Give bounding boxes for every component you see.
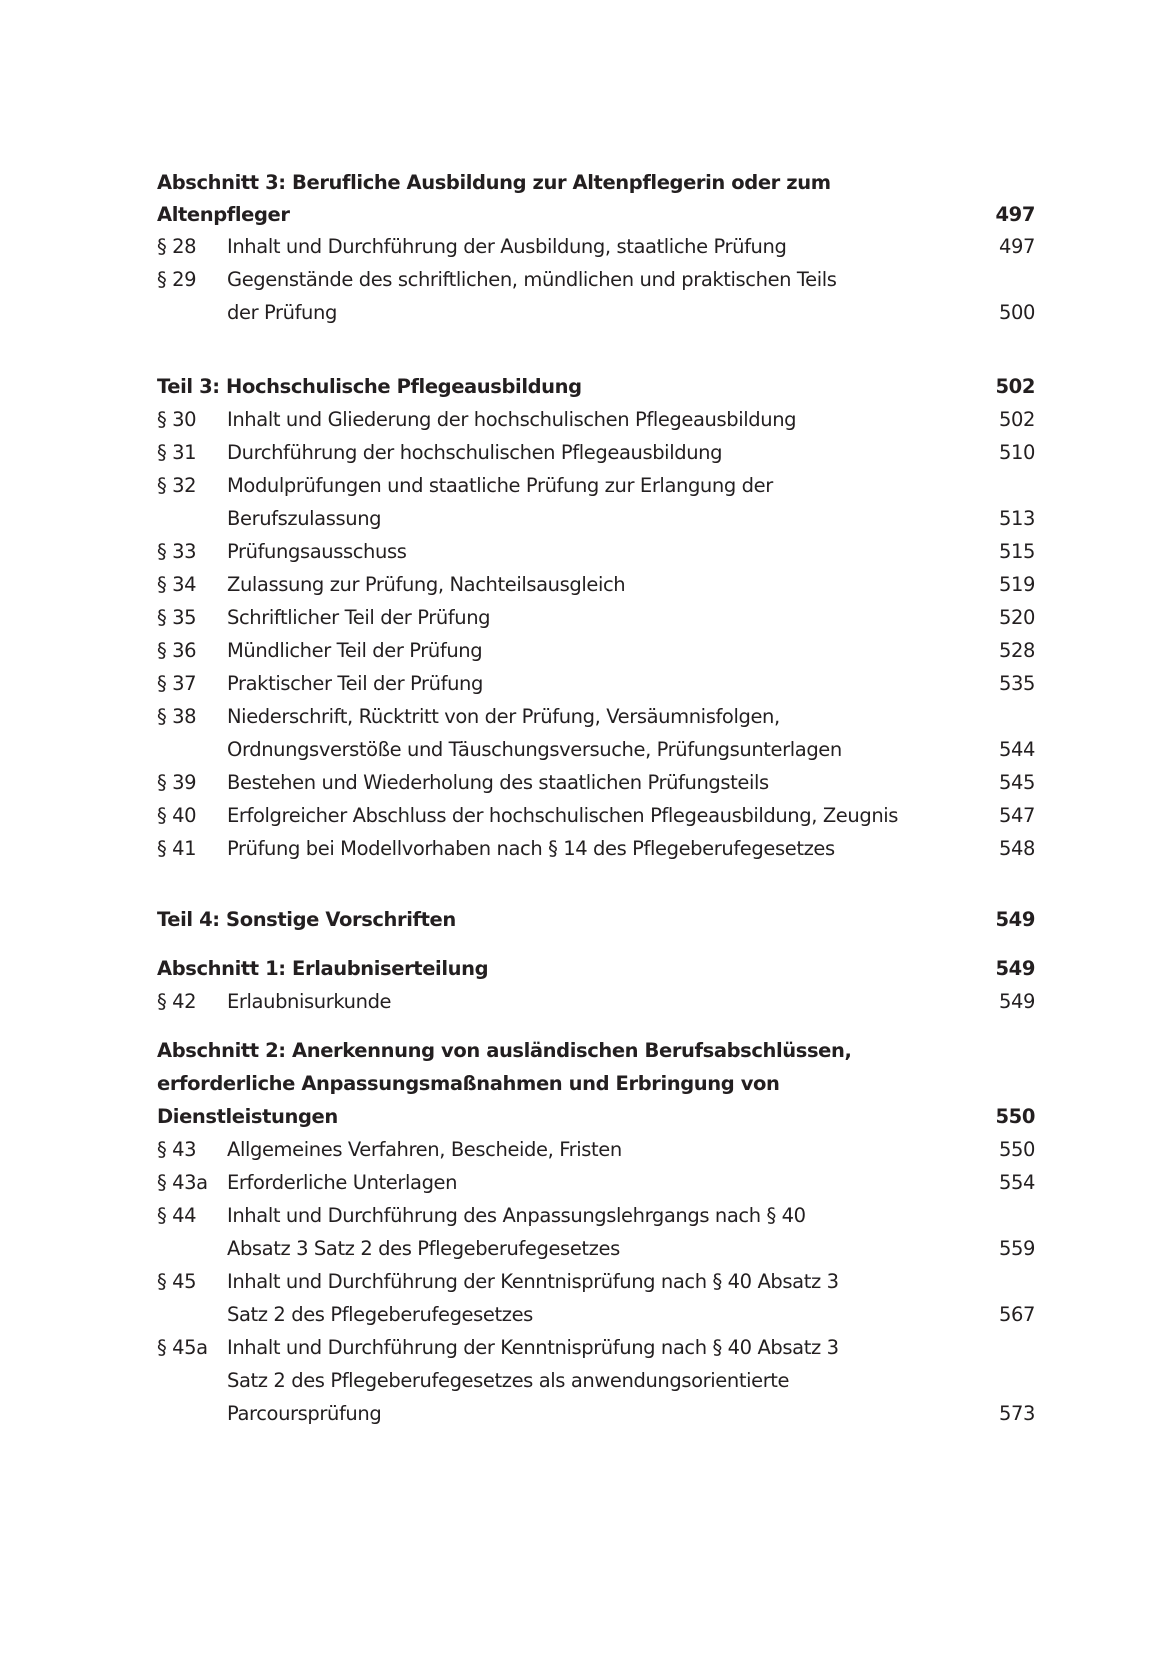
page-number: 520 — [998, 606, 1035, 629]
toc-entry — [157, 230, 1035, 263]
page-number: 519 — [998, 573, 1035, 596]
toc-entry — [157, 469, 1035, 502]
section-number: § 38 — [157, 705, 197, 728]
page-number: 513 — [998, 507, 1035, 530]
toc-title: Abschnitt 1: Erlaubniserteilung — [157, 957, 489, 980]
toc-title: Satz 2 des Pflegeberufegesetzes als anwendungsorientierte — [227, 1369, 790, 1392]
toc-entry — [157, 700, 1035, 733]
toc-entry — [157, 1133, 1035, 1166]
toc-title: Dienstleistungen — [157, 1105, 338, 1128]
toc-entry — [157, 568, 1035, 601]
toc-title: Ordnungsverstöße und Täuschungsversuche, Prüfungsunterlagen — [227, 738, 842, 761]
page-number: 548 — [998, 837, 1035, 860]
toc-heading — [157, 903, 1035, 936]
toc-entry — [157, 733, 1035, 766]
toc-entry — [157, 1166, 1035, 1199]
section-number: § 34 — [157, 573, 197, 596]
page-number: 573 — [998, 1402, 1035, 1425]
toc-title: Satz 2 des Pflegeberufegesetzes — [227, 1303, 533, 1326]
toc-title: Inhalt und Gliederung der hochschulischen Pflegeausbildung — [227, 408, 797, 431]
toc-title: Erforderliche Unterlagen — [227, 1171, 458, 1194]
page-number: 510 — [998, 441, 1035, 464]
toc-title: Allgemeines Verfahren, Bescheide, Fristen — [227, 1138, 622, 1161]
toc-entry — [157, 766, 1035, 799]
toc-heading — [157, 952, 1035, 985]
toc-entry — [157, 1364, 1035, 1397]
page-number: 502 — [998, 408, 1035, 431]
toc-entry — [157, 1298, 1035, 1331]
section-number: § 37 — [157, 672, 197, 695]
section-number: § 32 — [157, 474, 197, 497]
toc-entry — [157, 436, 1035, 469]
toc-title: Praktischer Teil der Prüfung — [227, 672, 483, 695]
page-number: 545 — [998, 771, 1035, 794]
section-number: § 43a — [157, 1171, 208, 1194]
toc-title: Zulassung zur Prüfung, Nachteilsausgleich — [227, 573, 626, 596]
toc-entry — [157, 667, 1035, 700]
toc-title: Erfolgreicher Abschluss der hochschulischen Pflegeausbildung, Zeugnis — [227, 804, 899, 827]
toc-entry — [157, 799, 1035, 832]
toc-entry — [157, 634, 1035, 667]
toc-title: Erlaubnisurkunde — [227, 990, 392, 1013]
page-number: 550 — [995, 1105, 1035, 1128]
toc-title: Altenpfleger — [157, 203, 290, 226]
toc-title: Niederschrift, Rücktritt von der Prüfung, Versäumnisfolgen, — [227, 705, 780, 728]
toc-title: Modulprüfungen und staatliche Prüfung zur Erlangung der — [227, 474, 773, 497]
toc-entry — [157, 296, 1035, 329]
toc-title: Schriftlicher Teil der Prüfung — [227, 606, 491, 629]
toc-entry — [157, 535, 1035, 568]
toc-title: Abschnitt 3: Berufliche Ausbildung zur Altenpflegerin oder zum — [157, 171, 831, 194]
toc-entry — [157, 985, 1035, 1018]
toc-title: Inhalt und Durchführung des Anpassungslehrgangs nach § 40 — [227, 1204, 806, 1227]
section-number: § 28 — [157, 235, 197, 258]
page-number: 550 — [998, 1138, 1035, 1161]
toc-entry — [157, 502, 1035, 535]
section-number: § 40 — [157, 804, 197, 827]
page-number: 497 — [995, 203, 1035, 226]
section-number: § 43 — [157, 1138, 197, 1161]
section-number: § 30 — [157, 408, 197, 431]
toc-title: der Prüfung — [227, 301, 337, 324]
toc-heading — [157, 166, 1035, 199]
page-number: 549 — [998, 990, 1035, 1013]
section-number: § 29 — [157, 268, 197, 291]
section-number: § 44 — [157, 1204, 197, 1227]
toc-entry — [157, 1232, 1035, 1265]
section-number: § 36 — [157, 639, 197, 662]
toc-title: Durchführung der hochschulischen Pflegeausbildung — [227, 441, 723, 464]
toc-entry — [157, 601, 1035, 634]
toc-entry — [157, 1331, 1035, 1364]
page-number: 500 — [998, 301, 1035, 324]
page-number: 497 — [998, 235, 1035, 258]
toc-title: Abschnitt 2: Anerkennung von ausländischen Berufsabschlüssen, — [157, 1039, 852, 1062]
page-number: 547 — [998, 804, 1035, 827]
page-number: 515 — [998, 540, 1035, 563]
toc-title: Inhalt und Durchführung der Kenntnisprüfung nach § 40 Absatz 3 — [227, 1270, 839, 1293]
toc-title: Teil 3: Hochschulische Pflegeausbildung — [157, 375, 582, 398]
toc-heading — [157, 1100, 1035, 1133]
toc-title: Inhalt und Durchführung der Kenntnisprüfung nach § 40 Absatz 3 — [227, 1336, 839, 1359]
toc-title: Teil 4: Sonstige Vorschriften — [157, 908, 456, 931]
toc-title: Absatz 3 Satz 2 des Pflegeberufegesetzes — [227, 1237, 620, 1260]
toc-heading — [157, 370, 1035, 403]
toc-entry — [157, 1199, 1035, 1232]
section-number: § 31 — [157, 441, 197, 464]
section-number: § 39 — [157, 771, 197, 794]
section-number: § 45a — [157, 1336, 208, 1359]
section-number: § 33 — [157, 540, 197, 563]
section-number: § 35 — [157, 606, 197, 629]
toc-entry — [157, 403, 1035, 436]
toc-entry — [157, 1397, 1035, 1430]
toc-heading — [157, 1034, 1035, 1067]
page-number: 549 — [995, 957, 1035, 980]
toc-heading — [157, 1067, 1035, 1100]
toc-title: Prüfungsausschuss — [227, 540, 407, 563]
toc-entry — [157, 263, 1035, 296]
page-number: 554 — [998, 1171, 1035, 1194]
toc-title: Berufszulassung — [227, 507, 382, 530]
toc-entry — [157, 832, 1035, 865]
section-number: § 42 — [157, 990, 197, 1013]
toc-title: erforderliche Anpassungsmaßnahmen und Erbringung von — [157, 1072, 780, 1095]
page-number: 544 — [998, 738, 1035, 761]
toc-title: Prüfung bei Modellvorhaben nach § 14 des Pflegeberufegesetzes — [227, 837, 835, 860]
section-number: § 41 — [157, 837, 197, 860]
page-number: 535 — [998, 672, 1035, 695]
toc-title: Parcoursprüfung — [227, 1402, 382, 1425]
page-number: 567 — [998, 1303, 1035, 1326]
page-number: 559 — [998, 1237, 1035, 1260]
toc-title: Inhalt und Durchführung der Ausbildung, staatliche Prüfung — [227, 235, 787, 258]
page-number: 502 — [995, 375, 1035, 398]
section-number: § 45 — [157, 1270, 197, 1293]
toc-heading — [157, 198, 1035, 231]
page-number: 549 — [995, 908, 1035, 931]
page-number: 528 — [998, 639, 1035, 662]
toc-title: Gegenstände des schriftlichen, mündlichen und praktischen Teils — [227, 268, 837, 291]
toc-entry — [157, 1265, 1035, 1298]
toc-title: Mündlicher Teil der Prüfung — [227, 639, 483, 662]
toc-title: Bestehen und Wiederholung des staatlichen Prüfungsteils — [227, 771, 769, 794]
